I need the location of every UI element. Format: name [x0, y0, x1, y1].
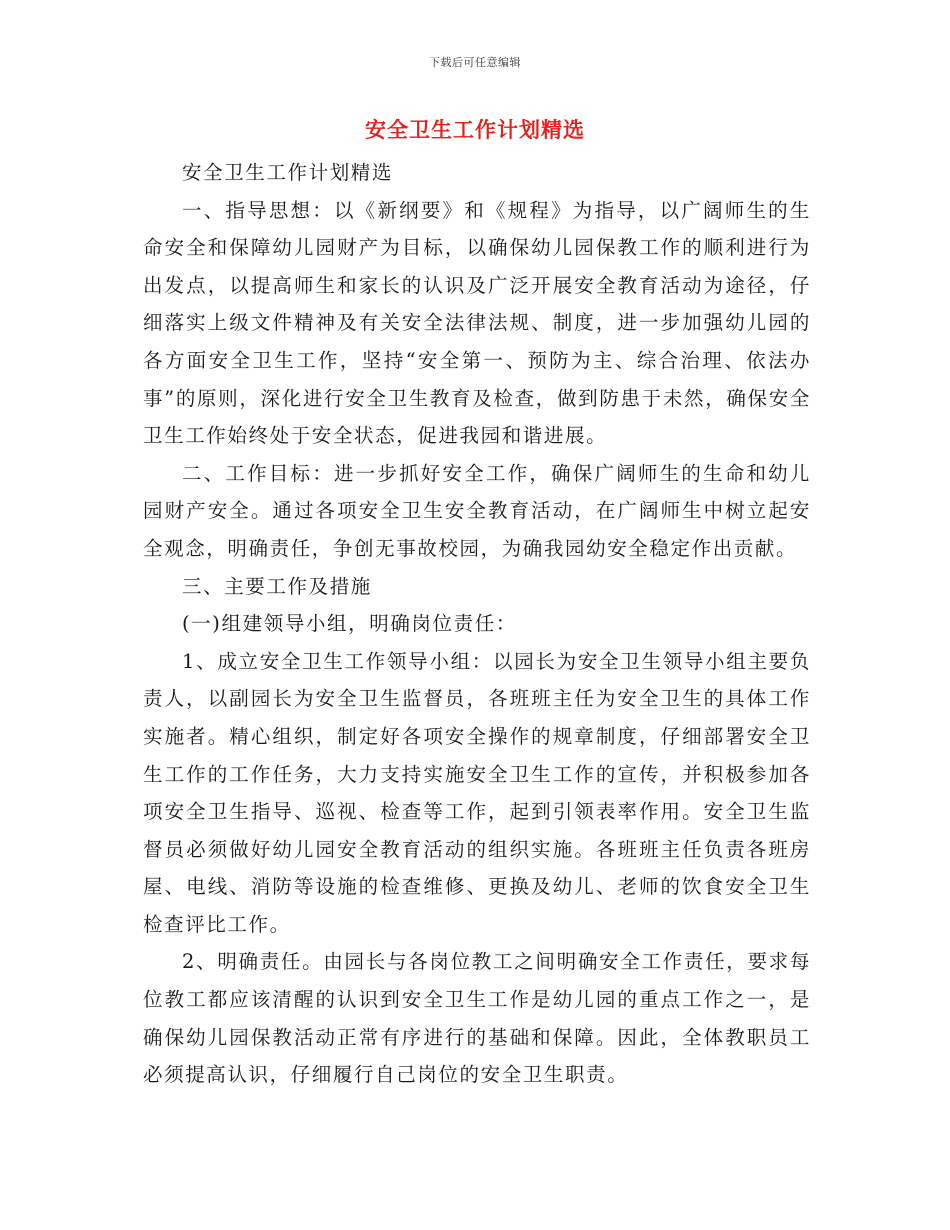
paragraph-work-goal: 二、工作目标：进一步抓好安全工作，确保广阔师生的生命和幼儿园财产安全。通过各项安全卫生安全教育活动，在广阔师生中树立起安全观念，明确责任，争创无事故校园，为确我园幼安全稳定作出贡献。: [143, 461, 811, 560]
header-note: 下载后可任意编辑: [429, 56, 521, 69]
document-title: 安全卫生工作计划精选: [365, 117, 585, 142]
paragraph-main-work-heading: 三、主要工作及措施: [182, 574, 372, 598]
document-body: [143, 154, 811, 1094]
paragraph-subtitle: 安全卫生工作计划精选: [182, 161, 394, 184]
paragraph-clarify-responsibility: 2、明确责任。由园长与各岗位教工之间明确安全工作责任，要求每位教工都应该清醒的认识到安全卫生工作是幼儿园的重点工作之一，是确保幼儿园保教活动正常有序进行的基础和保障。因此，全体教职员工必须提高认识，仔细履行自己岗位的安全卫生职责。: [143, 950, 811, 1087]
paragraph-section-one-heading: (一)组建领导小组，明确岗位责任：: [182, 612, 517, 636]
paragraph-leadership-group: 1、成立安全卫生工作领导小组：以园长为安全卫生领导小组主要负责人，以副园长为安全卫生监督员，各班班主任为安全卫生的具体工作实施者。精心组织，制定好各项安全操作的规章制度，仔细部署安全卫生工作的工作任务，大力支持实施安全卫生工作的宣传，并积极参加各项安全卫生指导、巡视、检查等工作，起到引领表率作用。安全卫生监督员必须做好幼儿园安全教育活动的组织实施。各班班主任负责各班房屋、电线、消防等设施的检查维修、更换及幼儿、老师的饮食安全卫生检查评比工作。: [143, 649, 811, 936]
paragraph-guiding-thought: 一、指导思想：以《新纲要》和《规程》为指导，以广阔师生的生命安全和保障幼儿园财产为目标，以确保幼儿园保教工作的顺利进行为出发点，以提高师生和家长的认识及广泛开展安全教育活动为途径，仔细落实上级文件精神及有关安全法律法规、制度，进一步加强幼儿园的各方面安全卫生工作，坚持“安全第一、预防为主、综合治理、依法办事”的原则，深化进行安全卫生教育及检查，做到防患于未然，确保安全卫生工作始终处于安全状态，促进我园和谐进展。: [143, 198, 811, 448]
